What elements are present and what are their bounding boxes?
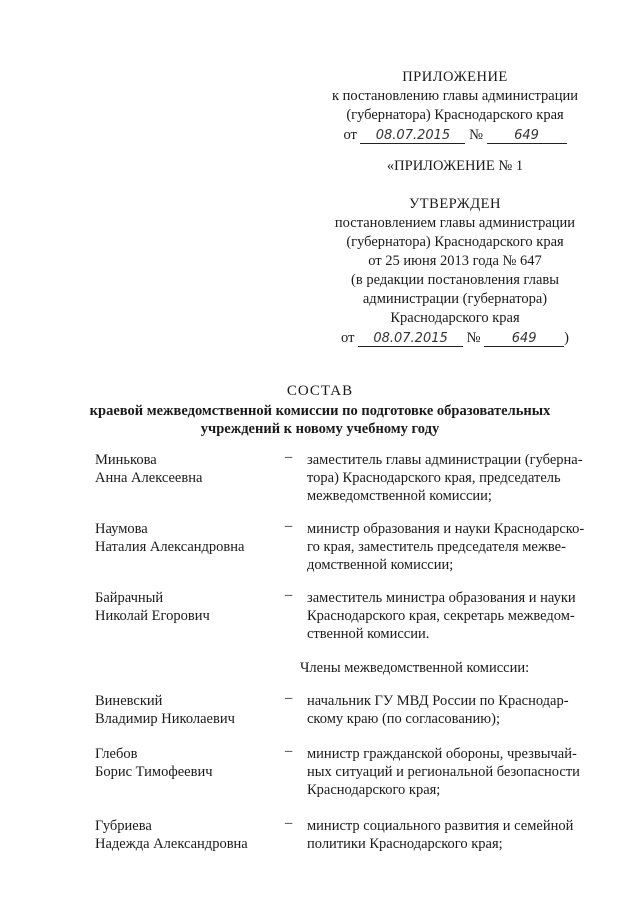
position-line: ных ситуаций и региональной безопасности: [307, 764, 580, 780]
position-line: межведомственной комиссии;: [307, 488, 492, 504]
position-line: начальник ГУ МВД России по Краснодар-: [307, 693, 569, 709]
member-name: [95, 692, 280, 728]
position-line: министр социального развития и семейной: [307, 818, 574, 834]
position-line: заместитель главы администрации (губерна-: [307, 452, 583, 468]
position-line: политики Краснодарского края;: [307, 836, 503, 852]
approval-line: Краснодарского края: [390, 310, 520, 326]
position-line: Краснодарского края, секретарь межведом-: [307, 608, 575, 624]
from-label: от: [343, 127, 357, 143]
approval-line: от 25 июня 2013 года № 647: [368, 253, 542, 269]
member-position: [307, 692, 605, 728]
member-surname: Минькова: [95, 452, 157, 468]
document-heading: СОСТАВ: [286, 383, 354, 399]
position-line: домственной комиссии;: [307, 557, 454, 573]
approval-block: [300, 157, 610, 348]
member-position: [307, 589, 605, 643]
members-heading: Члены межведомственной комиссии:: [300, 660, 530, 676]
member-given-names: Владимир Николаевич: [95, 711, 235, 727]
date-number-line: [300, 329, 610, 348]
member-name: [95, 817, 280, 853]
approved-heading: УТВЕРЖДЕН: [409, 196, 501, 212]
member-surname: Губриева: [95, 818, 152, 834]
number-label: №: [466, 330, 481, 346]
handwritten-date: 08.07.2015: [358, 332, 463, 347]
subtitle-line: краевой межведомственной комиссии по подготовке образовательных: [89, 403, 551, 419]
closing-paren: ): [564, 330, 569, 346]
approval-line: постановлением главы администрации: [334, 215, 576, 231]
approval-line: (губернатора) Краснодарского края: [346, 234, 564, 250]
member-surname: Виневский: [95, 693, 163, 709]
appendix-title: ПРИЛОЖЕНИЕ: [402, 69, 508, 85]
member-given-names: Анна Алексеевна: [95, 470, 203, 486]
position-line: министр гражданской обороны, чрезвычай-: [307, 746, 577, 762]
position-line: заместитель министра образования и науки: [307, 590, 576, 606]
approval-line: администрации (губернатора): [362, 291, 548, 307]
member-surname: Глебов: [95, 746, 138, 762]
approval-line: (в редакции постановления главы: [351, 272, 559, 288]
position-line: тора) Краснодарского края, председатель: [307, 470, 561, 486]
appendix-number: «ПРИЛОЖЕНИЕ № 1: [386, 158, 524, 174]
position-line: го края, заместитель председателя межве-: [307, 539, 566, 555]
member-surname: Наумова: [95, 521, 148, 537]
decree-reference-line: к постановлению главы администрации: [331, 88, 579, 104]
position-line: ственной комиссии.: [307, 626, 430, 642]
member-given-names: Борис Тимофеевич: [95, 764, 213, 780]
from-label: от: [341, 330, 355, 346]
date-number-line: [300, 126, 610, 145]
handwritten-number: 649: [487, 129, 567, 144]
member-name: [95, 451, 280, 487]
handwritten-number: 649: [484, 332, 564, 347]
dash-separator: –: [285, 587, 293, 603]
dash-separator: –: [285, 449, 293, 465]
member-name: [95, 520, 280, 556]
position-line: Краснодарского края;: [307, 782, 441, 798]
document-subtitle: [80, 402, 560, 438]
member-surname: Байрачный: [95, 590, 164, 606]
member-position: [307, 817, 605, 853]
member-position: [307, 451, 605, 505]
subtitle-line: учреждений к новому учебному году: [200, 421, 440, 437]
member-given-names: Николай Егорович: [95, 608, 210, 624]
handwritten-date: 08.07.2015: [360, 129, 465, 144]
position-line: скому краю (по согласованию);: [307, 711, 500, 727]
member-given-names: Наталия Александровна: [95, 539, 245, 555]
member-position: [307, 520, 605, 574]
dash-separator: –: [285, 815, 293, 831]
member-name: [95, 589, 280, 625]
member-given-names: Надежда Александровна: [95, 836, 248, 852]
dash-separator: –: [285, 690, 293, 706]
dash-separator: –: [285, 743, 293, 759]
member-name: [95, 745, 280, 781]
position-line: министр образования и науки Краснодарско-: [307, 521, 585, 537]
member-position: [307, 745, 605, 799]
dash-separator: –: [285, 518, 293, 534]
number-label: №: [469, 127, 483, 143]
appendix-header: [300, 68, 610, 145]
decree-reference-line: (губернатора) Краснодарского края: [346, 107, 564, 123]
